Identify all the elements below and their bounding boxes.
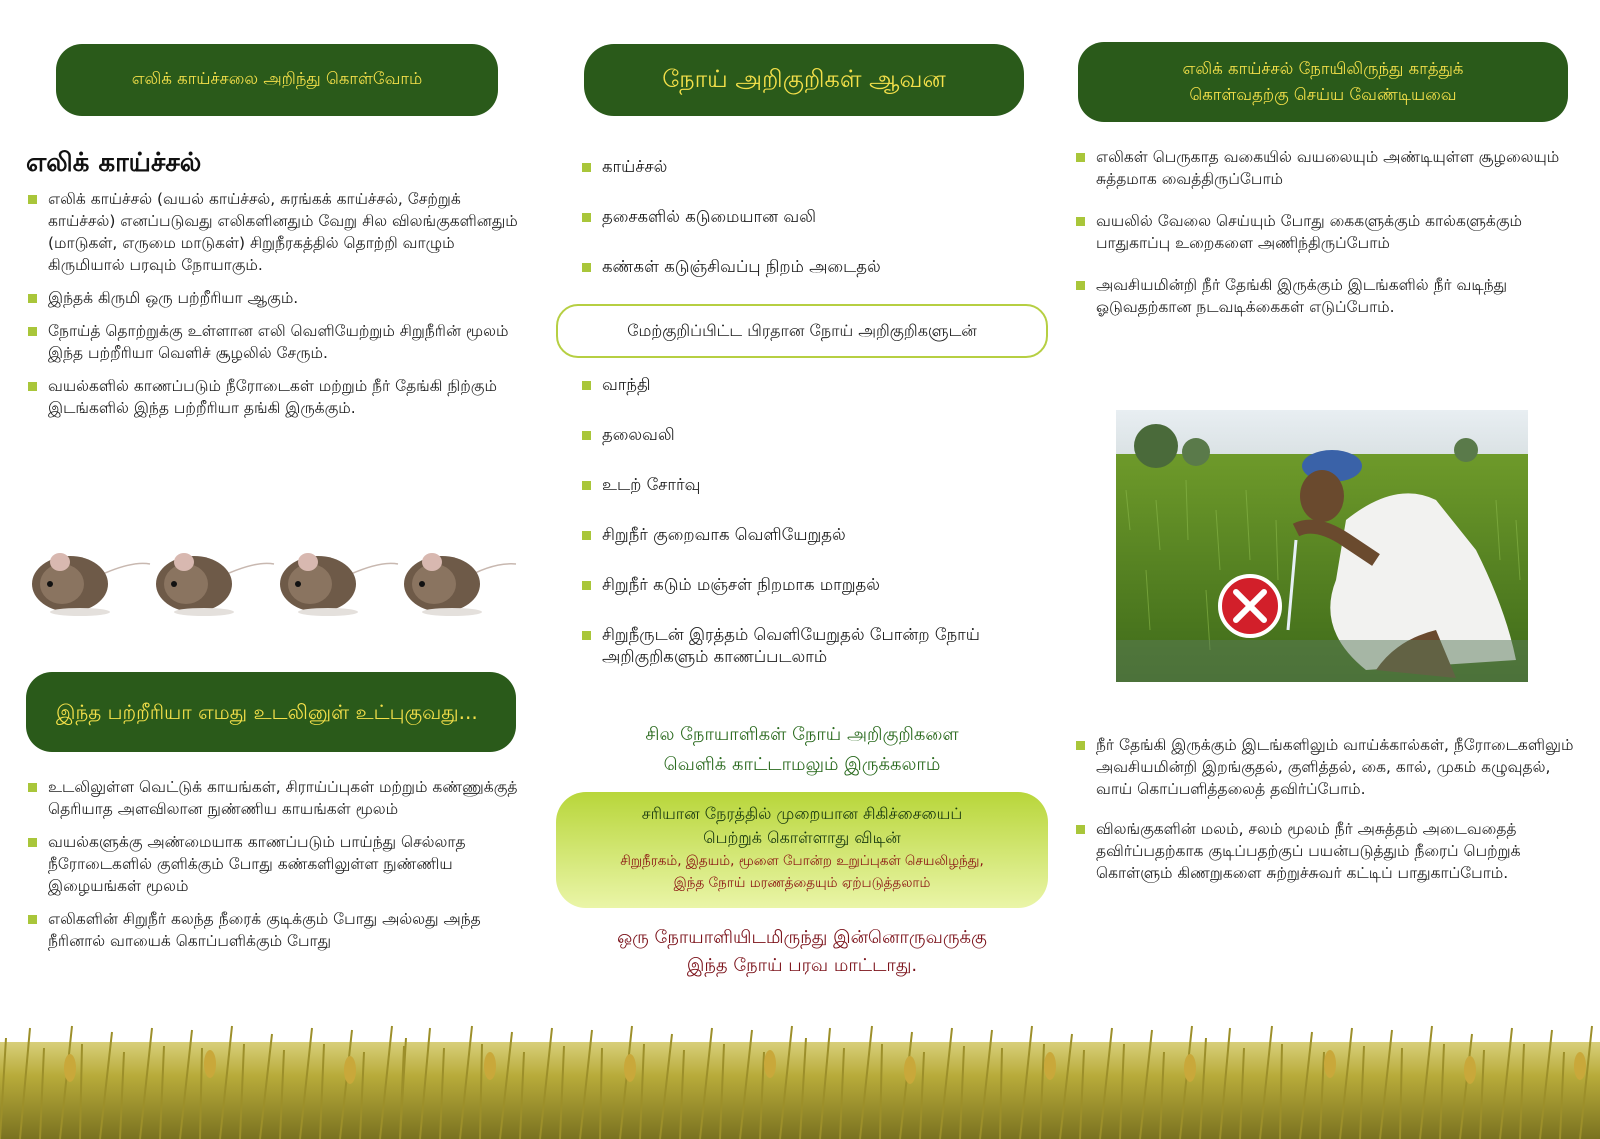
note-line-1: சில நோயாளிகள் நோய் அறிகுறிகளை <box>645 724 959 745</box>
entry-bullet-list <box>26 776 526 963</box>
paddy-field-illustration <box>0 1008 1600 1139</box>
note-line-2: வெளிக் காட்டாமலும் இருக்கலாம் <box>663 754 941 775</box>
list-item: வாந்தி <box>580 374 1050 396</box>
list-item: நோய்த் தொற்றுக்கு உள்ளான எலி வெளியேற்றும் சிறுநீரின் மூலம் இந்த பற்றீரியா வெளிச் சூழலில் சேரும். <box>26 320 526 364</box>
list-item: உடலிலுள்ள வெட்டுக் காயங்கள், சிராய்ப்புகள் மற்றும் கண்ணுக்குத் தெரியாத அளவிலான நுண்ணிய காயங்கள் மூலம் <box>26 776 526 820</box>
list-item: நீர் தேங்கி இருக்கும் இடங்களிலும் வாய்க்கால்கள், நீரோடைகளிலும் அவசியமின்றி இறங்குதல், குளித்தல், கை, கால், முகம் கழுவுதல், வாய் கொப்பளித்தலைத் தவிர்ப்போம். <box>1074 734 1580 800</box>
warning-line-2: பெற்றுக் கொள்ளாது விடின் <box>703 828 901 847</box>
list-item: வயல்களில் காணப்படும் நீரோடைகள் மற்றும் நீர் தேங்கி நிற்கும் இடங்களில் இந்த பற்றீரியா தங்கி இருக்கும். <box>26 375 526 419</box>
list-item: வயலில் வேலை செய்யும் போது கைகளுக்கும் கால்களுக்கும் பாதுகாப்பு உறைகளை அணிந்திருப்போம் <box>1074 210 1580 254</box>
mice-illustration <box>30 540 520 620</box>
left-bullet-list <box>26 188 526 430</box>
warning-line-4: இந்த நோய் மரணத்தையும் ஏற்படுத்தலாம் <box>673 875 931 891</box>
list-item: காய்ச்சல் <box>580 156 1050 178</box>
list-item: கண்கள் கடுஞ்சிவப்பு நிறம் அடைதல் <box>580 256 1050 278</box>
list-item: எலிகள் பெருகாத வகையில் வயலையும் அண்டியுள்ள சூழலையும் சுத்தமாக வைத்திருப்போம் <box>1074 146 1580 190</box>
farmer-drinking-photo <box>1116 410 1528 682</box>
mouse-icon <box>280 553 398 616</box>
list-item: அவசியமின்றி நீர் தேங்கி இருக்கும் இடங்களில் நீர் வடிந்து ஓடுவதற்கான நடவடிக்கைகள் எடுப்போம். <box>1074 274 1580 318</box>
list-item: இந்தக் கிருமி ஒரு பற்றீரியா ஆகும். <box>26 287 526 309</box>
left-header-text: எலிக் காய்ச்சலை அறிந்து கொள்வோம் <box>131 69 423 88</box>
prevention-header-pill <box>1078 42 1568 122</box>
symptoms-subheader-text: மேற்குறிப்பிட்ட பிரதான நோய் அறிகுறிகளுடன் <box>627 320 977 340</box>
prevention-list-bottom <box>1074 734 1580 895</box>
more-symptom-list <box>580 374 1050 696</box>
symptoms-header-text: நோய் அறிகுறிகள் ஆவன <box>662 64 946 93</box>
symptoms-subheader <box>556 304 1048 358</box>
footer-line-1: ஒரு நோயாளியிடமிருந்து இன்னொருவருக்கு <box>617 927 987 948</box>
list-item: சிறுநீர் கடும் மஞ்சள் நிறமாக மாறுதல் <box>580 574 1050 596</box>
prevention-header-line-1: எலிக் காய்ச்சல் நோயிலிருந்து காத்துக் <box>1182 59 1464 78</box>
prohibited-icon <box>1220 576 1280 636</box>
mouse-icon <box>156 553 274 616</box>
symptoms-header-pill <box>584 44 1024 116</box>
footer-line-2: இந்த நோய் பரவ மாட்டாது. <box>686 955 918 976</box>
warning-box <box>556 792 1048 908</box>
list-item: எலிகளின் சிறுநீர் கலந்த நீரைக் குடிக்கும் போது அல்லது அந்த நீரினால் வாயைக் கொப்பளிக்கும் போது <box>26 908 526 952</box>
left-title: எலிக் காய்ச்சல் <box>26 148 202 178</box>
asymptomatic-note <box>556 720 1048 780</box>
warning-line-1: சரியான நேரத்தில் முறையான சிகிச்சையைப் <box>641 804 963 823</box>
warning-line-3: சிறுநீரகம், இதயம், மூளை போன்ற உறுப்புகள் செயலிழந்து, <box>620 853 984 869</box>
main-symptom-list <box>580 156 1050 306</box>
list-item: தலைவலி <box>580 424 1050 446</box>
list-item: விலங்குகளின் மலம், சலம் மூலம் நீர் அசுத்தம் அடைவதைத் தவிர்ப்பதற்காக குடிப்பதற்குப் பயன்படுத்தும் நீரைப் பெற்றுக் கொள்ளும் கிணறுகளை சுற்றுச்சுவர் கட்டிப் பாதுகாப்போம். <box>1074 818 1580 884</box>
list-item: தசைகளில் கடுமையான வலி <box>580 206 1050 228</box>
list-item: உடற் சோர்வு <box>580 474 1050 496</box>
list-item: வயல்களுக்கு அண்மையாக காணப்படும் பாய்ந்து செல்லாத நீரோடைகளில் குளிக்கும் போது கண்களிலுள்ள நுண்ணிய இழையங்கள் மூலம் <box>26 831 526 897</box>
prevention-list-top <box>1074 146 1580 329</box>
list-item: எலிக் காய்ச்சல் (வயல் காய்ச்சல், சுரங்கக் காய்ச்சல், சேற்றுக் காய்ச்சல்) எனப்படுவது எலிகளினதும் வேறு சில விலங்குகளினதும் (மாடுகள், எருமை மாடுகள்) சிறுநீரகத்தில் தொற்றி வாழும் கிருமியால் பரவும் நோயாகும். <box>26 188 526 276</box>
list-item: சிறுநீருடன் இரத்தம் வெளியேறுதல் போன்ற நோய் அறிகுறிகளும் காணப்படலாம் <box>580 624 1050 668</box>
entry-header-pill <box>26 672 516 752</box>
transmission-note <box>556 924 1048 980</box>
mouse-icon <box>32 553 150 616</box>
mouse-icon <box>404 553 516 616</box>
prevention-header-line-2: கொள்வதற்கு செய்ய வேண்டியவை <box>1189 85 1457 104</box>
list-item: சிறுநீர் குறைவாக வெளியேறுதல் <box>580 524 1050 546</box>
entry-header-text: இந்த பற்றீரியா எமது உடலினுள் உட்புகுவது... <box>56 700 478 724</box>
left-header-pill <box>56 44 498 116</box>
